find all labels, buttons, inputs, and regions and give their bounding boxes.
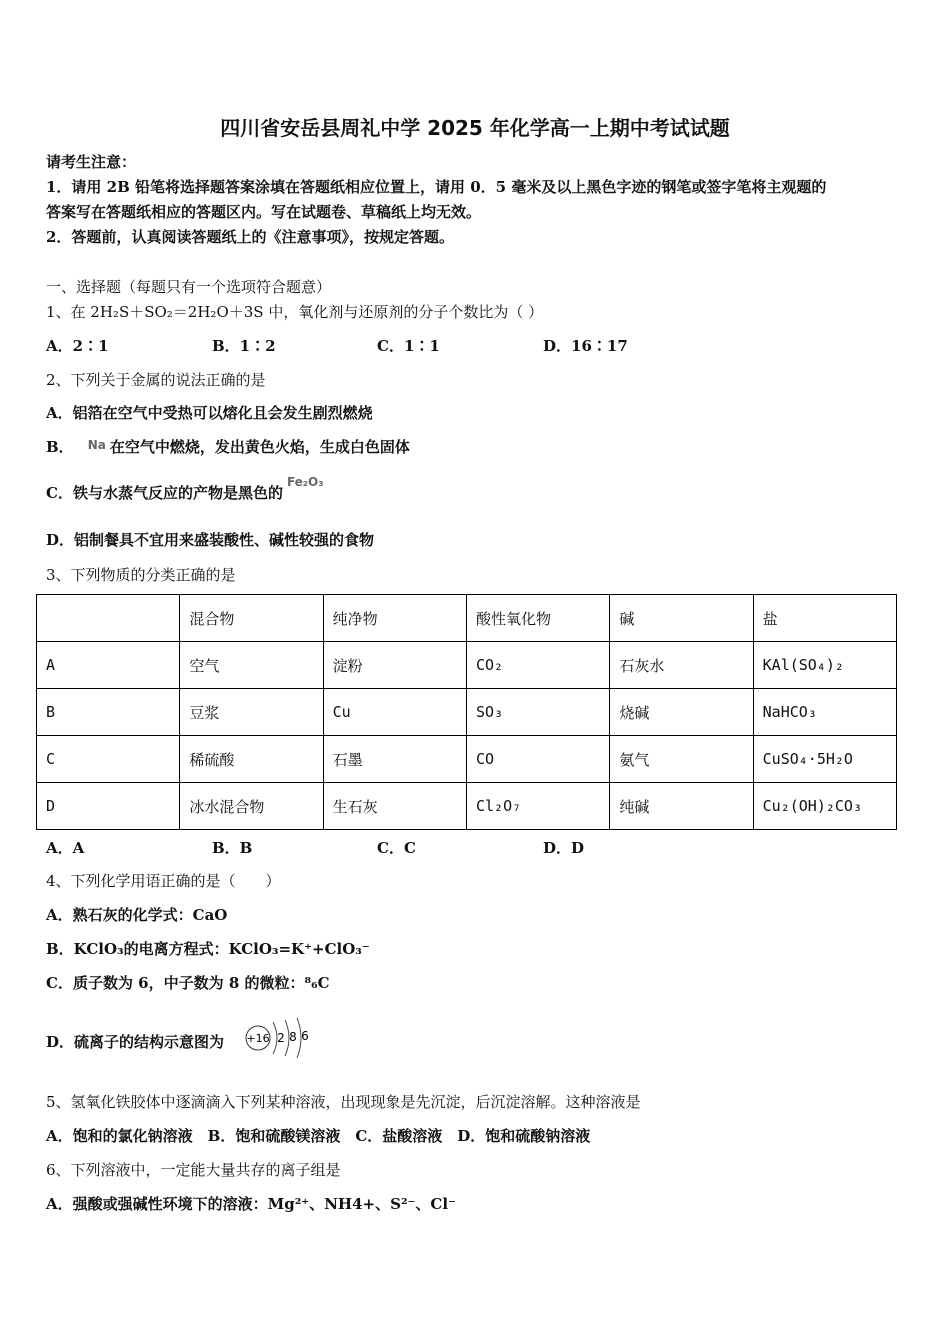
q4-option-a: A．熟石灰的化学式：CaO bbox=[46, 906, 228, 924]
table-cell: 纯碱 bbox=[610, 783, 753, 830]
q1-stem: 1、在 2H₂S＋SO₂＝2H₂O＋3S 中，氧化剂与还原剂的分子个数比为（ ） bbox=[46, 303, 544, 321]
table-header-cell: 混合物 bbox=[180, 595, 323, 642]
sodium-formula: Na bbox=[87, 438, 106, 452]
notice-line-2: 2．答题前，认真阅读答题纸上的《注意事项》，按规定答题。 bbox=[46, 228, 454, 246]
q1-option-d: D．16∶17 bbox=[543, 337, 628, 355]
notice-line-1-cont: 答案写在答题纸相应的答题区内。写在试题卷、草稿纸上均无效。 bbox=[46, 203, 482, 221]
table-row bbox=[37, 736, 897, 783]
q6-option-a: A．强酸或强碱性环境下的溶液：Mg²⁺、NH4+、S²⁻、Cl⁻ bbox=[46, 1195, 456, 1213]
table-cell: Cu₂(OH)₂CO₃ bbox=[753, 783, 896, 830]
q2-option-c-text: C．铁与水蒸气反应的产物是黑色的 bbox=[46, 484, 283, 502]
table-cell: SO₃ bbox=[466, 689, 609, 736]
nucleus-charge: +16 bbox=[246, 1032, 270, 1045]
shell-1-electrons: 2 bbox=[277, 1031, 285, 1045]
q4-option-b: B．KClO₃的电离方程式：KClO₃=K⁺+ClO₃⁻ bbox=[46, 940, 370, 958]
table-header-cell: 盐 bbox=[753, 595, 896, 642]
table-cell: Cl₂O₇ bbox=[466, 783, 609, 830]
section-heading: 一、选择题（每题只有一个选项符合题意） bbox=[46, 278, 332, 296]
q4-option-d: D．硫离子的结构示意图为 bbox=[46, 1033, 225, 1051]
q2-option-c bbox=[46, 475, 324, 504]
q2-option-b-prefix: B． bbox=[46, 438, 74, 456]
table-row bbox=[37, 689, 897, 736]
q4-stem: 4、下列化学用语正确的是（ ） bbox=[46, 872, 281, 890]
q1-option-b: B．1∶2 bbox=[212, 337, 276, 355]
q2-option-b-text: 在空气中燃烧，发出黄色火焰，生成白色固体 bbox=[109, 438, 410, 456]
q3-option-d: D．D bbox=[543, 839, 585, 857]
table-cell: 生石灰 bbox=[323, 783, 466, 830]
notice-line-1: 1．请用 2B 铅笔将选择题答案涂填在答题纸相应位置上，请用 0．5 毫米及以上黑色字迹的钢笔或签字笔将主观题的 bbox=[46, 178, 827, 196]
q3-option-a: A．A bbox=[46, 839, 85, 857]
q2-stem: 2、下列关于金属的说法正确的是 bbox=[46, 371, 266, 389]
shell-3-electrons: 6 bbox=[301, 1029, 309, 1043]
q1-option-c: C．1∶1 bbox=[377, 337, 440, 355]
classification-table bbox=[36, 594, 897, 830]
sulfide-ion-structure-diagram bbox=[243, 1016, 323, 1064]
exam-title: 四川省安岳县周礼中学 2025 年化学高一上期中考试试题 bbox=[220, 116, 730, 140]
table-cell: 稀硫酸 bbox=[180, 736, 323, 783]
q2-option-a: A．铝箔在空气中受热可以熔化且会发生剧烈燃烧 bbox=[46, 404, 373, 422]
table-cell: 石灰水 bbox=[610, 642, 753, 689]
table-header-cell bbox=[37, 595, 180, 642]
q4-option-c: C．质子数为 6，中子数为 8 的微粒：⁸₆C bbox=[46, 974, 330, 992]
q1-option-a: A．2∶1 bbox=[46, 337, 109, 355]
notice-heading: 请考生注意： bbox=[46, 153, 137, 171]
table-row bbox=[37, 783, 897, 830]
table-cell: 豆浆 bbox=[180, 689, 323, 736]
shell-2-electrons: 8 bbox=[289, 1030, 297, 1044]
table-cell: 淀粉 bbox=[323, 642, 466, 689]
table-cell: D bbox=[37, 783, 180, 830]
table-header-cell: 纯净物 bbox=[323, 595, 466, 642]
q3-option-c: C．C bbox=[377, 839, 416, 857]
table-cell: 石墨 bbox=[323, 736, 466, 783]
table-header-row bbox=[37, 595, 897, 642]
table-row bbox=[37, 642, 897, 689]
table-cell: C bbox=[37, 736, 180, 783]
q3-stem: 3、下列物质的分类正确的是 bbox=[46, 566, 236, 584]
table-cell: CO bbox=[466, 736, 609, 783]
q2-option-d: D．铝制餐具不宜用来盛装酸性、碱性较强的食物 bbox=[46, 531, 375, 549]
q2-option-b bbox=[46, 437, 410, 458]
table-cell: Cu bbox=[323, 689, 466, 736]
table-header-cell: 碱 bbox=[610, 595, 753, 642]
q3-option-b: B．B bbox=[212, 839, 253, 857]
table-cell: CuSO₄·5H₂O bbox=[753, 736, 896, 783]
iron-oxide-formula: Fe₂O₃ bbox=[286, 475, 324, 489]
table-cell: KAl(SO₄)₂ bbox=[753, 642, 896, 689]
table-cell: 烧碱 bbox=[610, 689, 753, 736]
q6-stem: 6、下列溶液中，一定能大量共存的离子组是 bbox=[46, 1161, 341, 1179]
table-cell: 氨气 bbox=[610, 736, 753, 783]
table-cell: 空气 bbox=[180, 642, 323, 689]
table-cell: B bbox=[37, 689, 180, 736]
table-header-cell: 酸性氧化物 bbox=[466, 595, 609, 642]
q5-stem: 5、氢氧化铁胶体中逐滴滴入下列某种溶液，出现现象是先沉淀，后沉淀溶解。这种溶液是 bbox=[46, 1093, 641, 1111]
table-cell: 冰水混合物 bbox=[180, 783, 323, 830]
table-cell: A bbox=[37, 642, 180, 689]
table-cell: CO₂ bbox=[466, 642, 609, 689]
q5-options: A．饱和的氯化钠溶液 B．饱和硫酸镁溶液 C．盐酸溶液 D．饱和硫酸钠溶液 bbox=[46, 1127, 591, 1145]
table-cell: NaHCO₃ bbox=[753, 689, 896, 736]
